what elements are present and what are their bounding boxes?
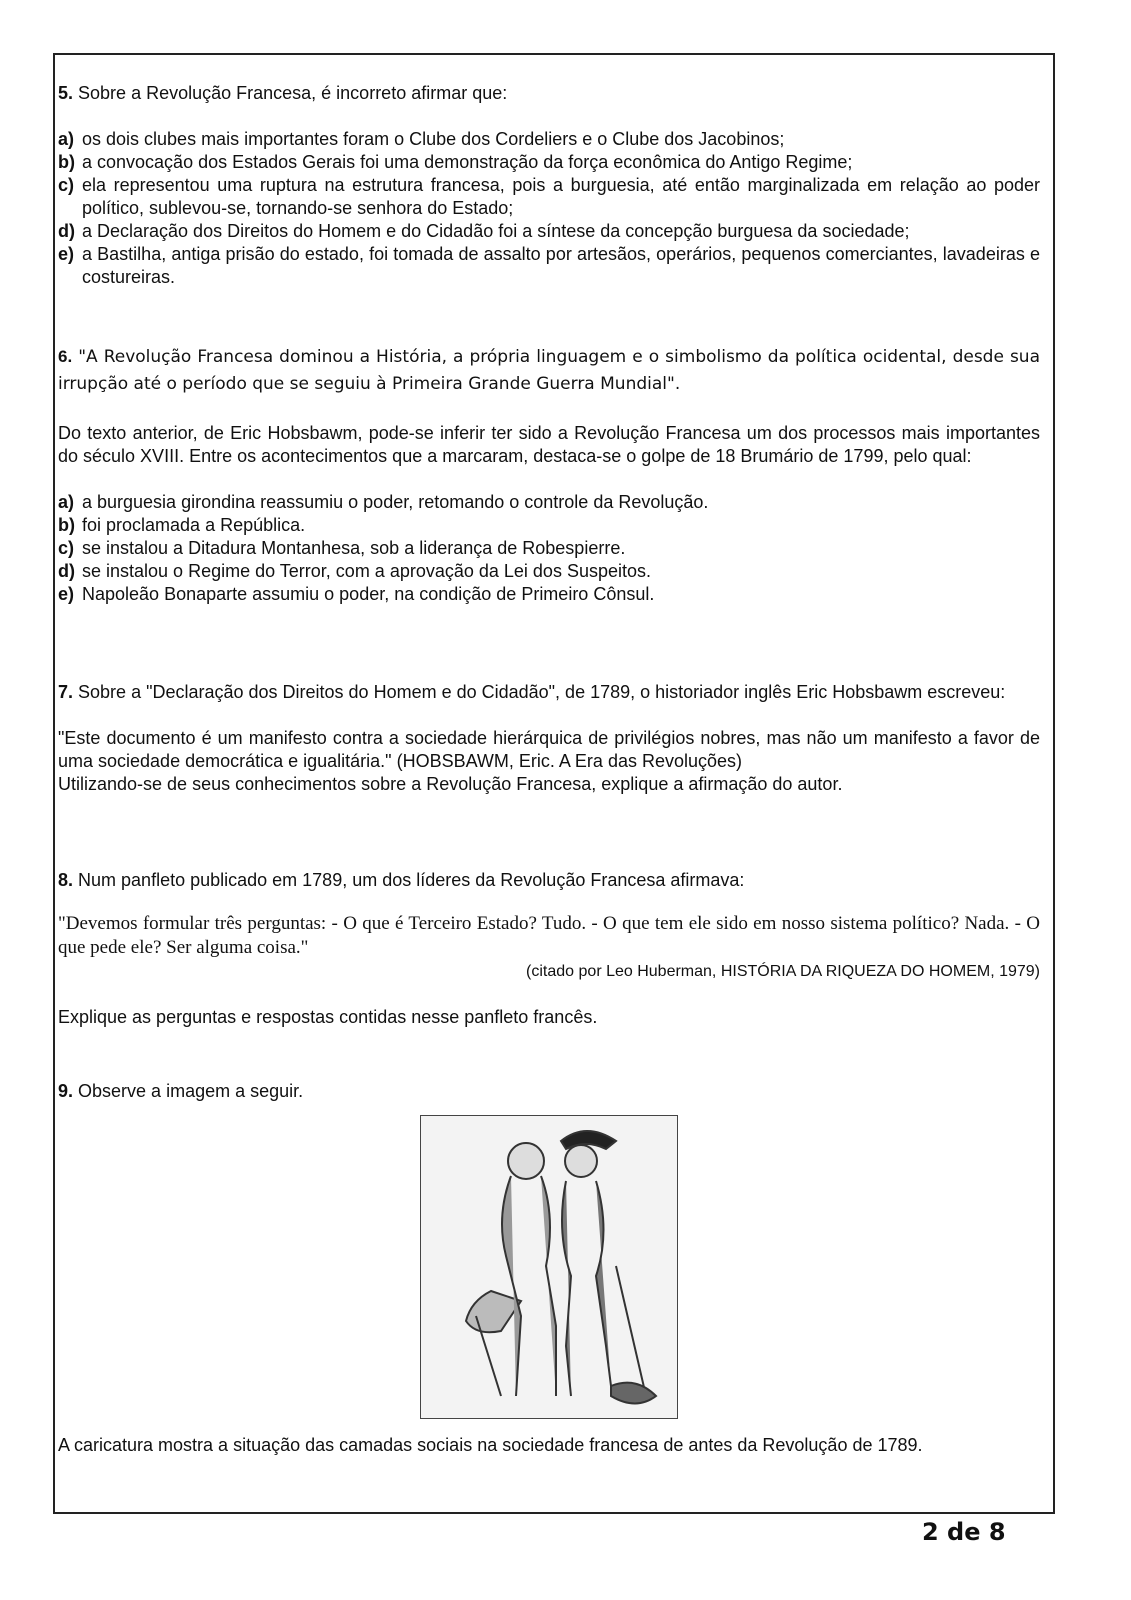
question-7 — [58, 681, 1040, 796]
option-text: a burguesia girondina reassumiu o poder, retomando o controle da Revolução. — [82, 492, 709, 512]
option-b — [58, 151, 1040, 174]
option-e — [58, 243, 1040, 289]
quote: "Devemos formular três perguntas: - O que é Terceiro Estado? Tudo. - O que tem ele sido em nosso sistema político? Nada. - O que pede ele? Ser alguma coisa." — [58, 913, 1040, 958]
question-stem: Sobre a "Declaração dos Direitos do Homem e do Cidadão", de 1789, o historiador inglês Eric Hobsbawm escreveu: — [78, 682, 1006, 702]
question-stem: Do texto anterior, de Eric Hobsbawm, pode-se inferir ter sido a Revolução Francesa um dos processos mais importantes do século XVIII. Entre os acontecimentos que a marcaram, destaca-se o golpe de 18 Brumário de 1799, pelo qual: — [58, 423, 1040, 466]
option-text: a Declaração dos Direitos do Homem e do Cidadão foi a síntese da concepção burguesa da sociedade; — [82, 221, 910, 241]
option-b — [58, 514, 1040, 537]
citation: (citado por Leo Huberman, HISTÓRIA DA RIQUEZA DO HOMEM, 1979) — [526, 963, 1040, 980]
question-task: Utilizando-se de seus conhecimentos sobre a Revolução Francesa, explique a afirmação do autor. — [58, 774, 843, 794]
question-stem: Num panfleto publicado em 1789, um dos líderes da Revolução Francesa afirmava: — [78, 870, 745, 890]
question-number: 6. — [58, 347, 73, 366]
option-text: Napoleão Bonaparte assumiu o poder, na condição de Primeiro Cônsul. — [82, 584, 655, 604]
option-letter: e) — [58, 244, 75, 264]
option-letter: d) — [58, 221, 75, 241]
option-letter: a) — [58, 492, 75, 512]
question-stem: Sobre a Revolução Francesa, é incorreto afirmar que: — [78, 83, 508, 103]
option-c — [58, 174, 1040, 220]
option-letter: e) — [58, 584, 75, 604]
option-a — [58, 491, 1040, 514]
option-text: a Bastilha, antiga prisão do estado, foi tomada de assalto por artesãos, operários, pequenos comerciantes, lavadeiras e costureiras. — [82, 244, 1040, 287]
question-5 — [58, 82, 1040, 289]
question-number: 7. — [58, 682, 74, 702]
option-a — [58, 128, 1040, 151]
quote: "A Revolução Francesa dominou a História, a própria linguagem e o simbolismo da política ocidental, desde sua irrupção até o período que se seguiu à Primeira Grande Guerra Mundial". — [58, 347, 1040, 394]
option-text: ela representou uma ruptura na estrutura francesa, pois a burguesia, até então marginalizada em relação ao poder político, sublevou-se, tornando-se senhora do Estado; — [82, 175, 1040, 218]
option-letter: c) — [58, 175, 75, 195]
caricature-image — [420, 1115, 678, 1419]
option-c — [58, 537, 1040, 560]
option-e — [58, 583, 1040, 606]
option-letter: b) — [58, 152, 75, 172]
option-letter: b) — [58, 515, 75, 535]
question-8 — [58, 869, 1040, 1029]
question-number: 5. — [58, 83, 74, 103]
option-text: os dois clubes mais importantes foram o Clube dos Cordeliers e o Clube dos Jacobinos; — [82, 129, 785, 149]
question-9-caption: A caricatura mostra a situação das camadas sociais na sociedade francesa de antes da Revolução de 1789. — [58, 1435, 923, 1455]
option-text: se instalou o Regime do Terror, com a aprovação da Lei dos Suspeitos. — [82, 561, 651, 581]
option-letter: a) — [58, 129, 75, 149]
option-text: se instalou a Ditadura Montanhesa, sob a liderança de Robespierre. — [82, 538, 626, 558]
question-stem: Observe a imagem a seguir. — [78, 1081, 304, 1101]
page-number: 2 de 8 — [922, 1518, 1006, 1546]
option-d — [58, 560, 1040, 583]
question-number: 9. — [58, 1081, 74, 1101]
quote: "Este documento é um manifesto contra a sociedade hierárquica de privilégios nobres, mas não um manifesto a favor de uma sociedade democrática e igualitária." (HOBSBAWM, Eric. A Era das Revoluções) — [58, 728, 1040, 771]
option-d — [58, 220, 1040, 243]
option-letter: c) — [58, 538, 75, 558]
option-letter: d) — [58, 561, 75, 581]
question-9 — [58, 1080, 1040, 1103]
option-text: a convocação dos Estados Gerais foi uma demonstração da força econômica do Antigo Regime; — [82, 152, 853, 172]
option-text: foi proclamada a República. — [82, 515, 306, 535]
question-task: Explique as perguntas e respostas contidas nesse panfleto francês. — [58, 1007, 598, 1027]
question-6 — [58, 343, 1040, 606]
question-number: 8. — [58, 870, 74, 890]
